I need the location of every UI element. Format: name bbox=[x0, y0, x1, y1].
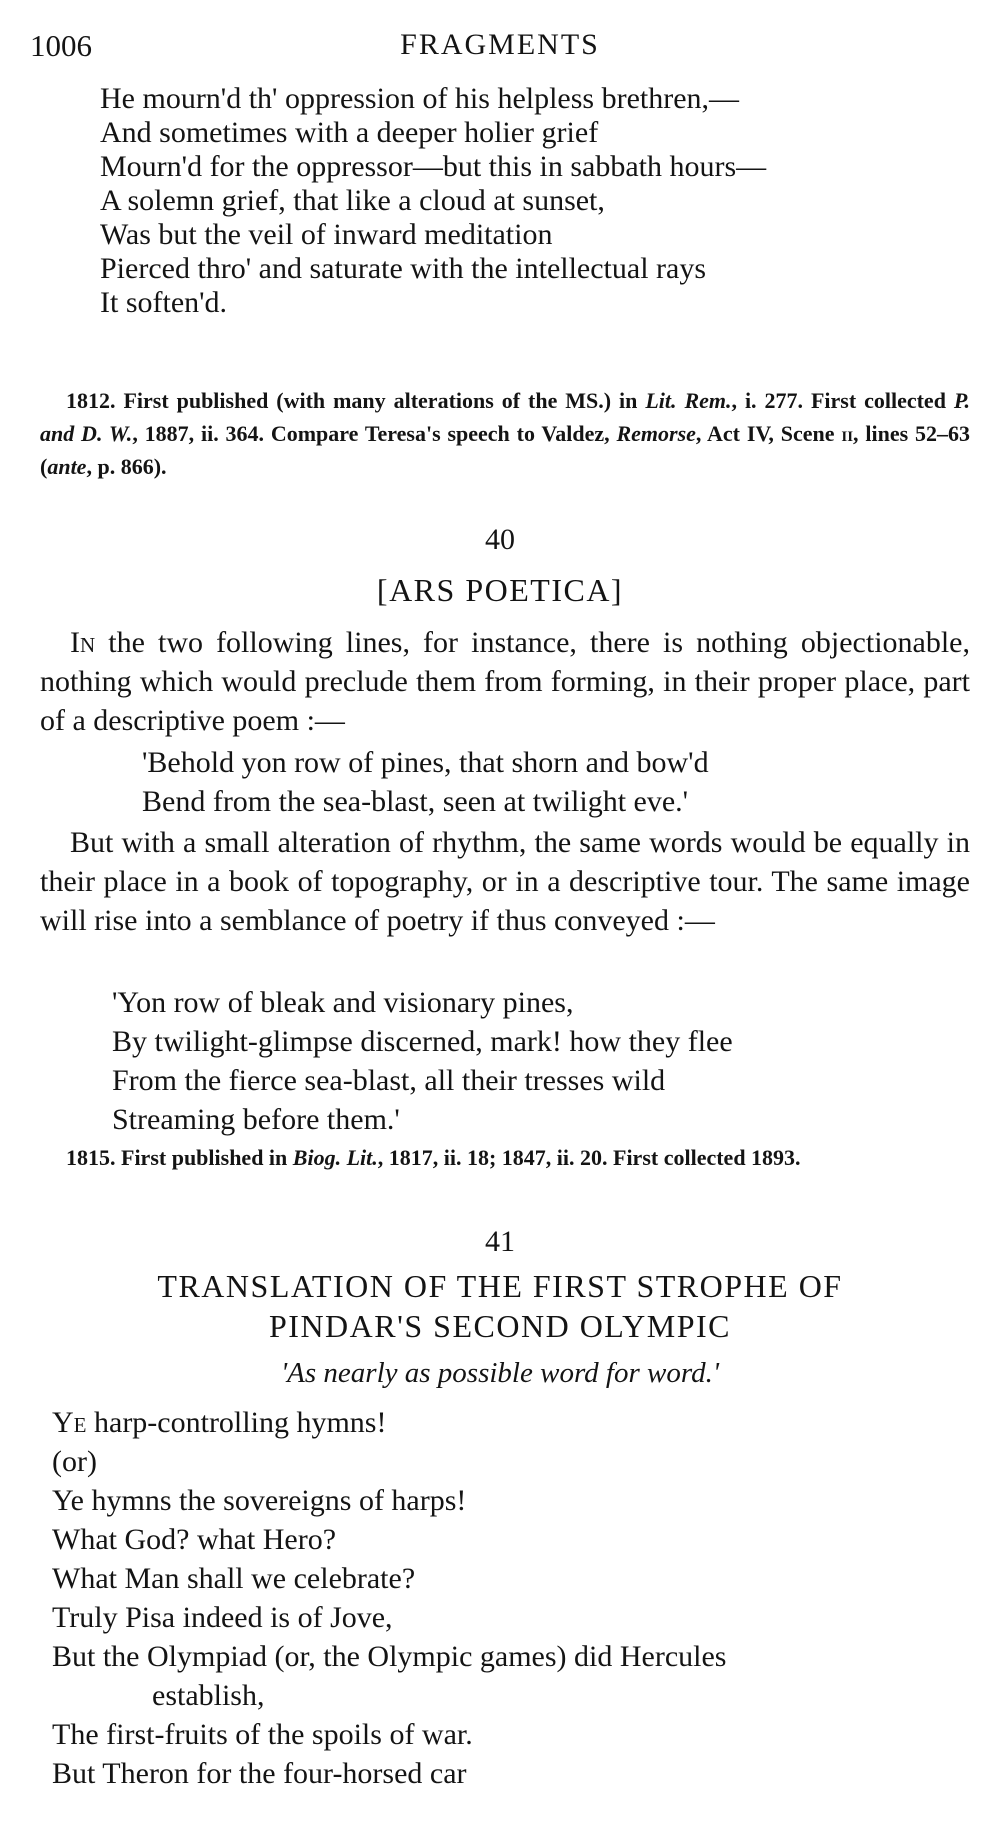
section-number: 40 bbox=[485, 523, 515, 556]
verse-line: Bend from the sea-blast, seen at twilight eve.' bbox=[142, 785, 689, 818]
note-italic: Remorse bbox=[616, 421, 696, 446]
note-text: First published in bbox=[121, 1145, 293, 1170]
verse-line: But Theron for the four-horsed car bbox=[52, 1757, 467, 1790]
note-italic: Biog. Lit. bbox=[292, 1145, 378, 1170]
paragraph-text: But with a small alteration of rhythm, the same words would be equally in their place in a book of topography, or in a descriptive tour. The same image will rise into a semblance of poetry if thus conveyed :— bbox=[40, 826, 970, 937]
section-subtitle: 'As nearly as possible word for word.' bbox=[280, 1357, 720, 1389]
note-text: , 1887, ii. 364. Compare Teresa's speech to Valdez, bbox=[132, 421, 617, 446]
prose-paragraph bbox=[40, 623, 970, 740]
section-title: [ARS POETICA] bbox=[376, 572, 624, 608]
quoted-verse bbox=[142, 743, 709, 821]
verse-line: Streaming before them.' bbox=[112, 1103, 400, 1136]
note-text: , i. 277. First collected bbox=[731, 388, 954, 413]
verse-line: What Man shall we celebrate? bbox=[52, 1562, 416, 1595]
note-scene: ii bbox=[841, 421, 854, 446]
prose-paragraph bbox=[40, 823, 970, 940]
translation-verse bbox=[52, 1403, 726, 1793]
verse-line: 'Yon row of bleak and visionary pines, bbox=[112, 986, 574, 1019]
verse-line: And sometimes with a deeper holier grief bbox=[100, 116, 599, 149]
note-text: First published (with many alterations of the MS.) in bbox=[123, 388, 646, 413]
verse-line: Mourn'd for the oppressor—but this in sabbath hours— bbox=[100, 150, 767, 183]
fragment-40-note bbox=[40, 1141, 970, 1174]
drop-initial: Ye bbox=[52, 1406, 87, 1439]
verse-line: 'Behold yon row of pines, that shorn and bow'd bbox=[142, 746, 709, 779]
title-line: TRANSLATION OF THE FIRST STROPHE OF bbox=[157, 1268, 843, 1304]
quoted-verse bbox=[112, 983, 733, 1139]
verse-line: A solemn grief, that like a cloud at sunset, bbox=[100, 184, 605, 217]
drop-initial: In bbox=[70, 626, 96, 659]
verse-text: harp-controlling hymns! bbox=[86, 1406, 387, 1439]
fragment-39-verse bbox=[100, 82, 766, 320]
verse-line-continuation: establish, bbox=[152, 1679, 265, 1712]
verse-line: From the fierce sea-blast, all their tresses wild bbox=[112, 1064, 666, 1097]
title-line: PINDAR'S SECOND OLYMPIC bbox=[268, 1308, 731, 1344]
note-text: , 1817, ii. 18; 1847, ii. 20. First collected 1893. bbox=[377, 1145, 801, 1170]
paragraph-text: the two following lines, for instance, there is nothing objectionable, nothing which would preclude them from forming, in their proper place, part of a descriptive poem :— bbox=[40, 626, 970, 737]
verse-line: (or) bbox=[52, 1445, 97, 1478]
verse-line: Truly Pisa indeed is of Jove, bbox=[52, 1601, 393, 1634]
verse-line: Pierced thro' and saturate with the intellectual rays bbox=[100, 252, 707, 285]
page-number: 1006 bbox=[30, 28, 92, 63]
note-year: 1812. bbox=[66, 388, 116, 413]
verse-line: What God? what Hero? bbox=[52, 1523, 337, 1556]
note-italic: Lit. Rem. bbox=[645, 388, 732, 413]
verse-line: By twilight-glimpse discerned, mark! how they flee bbox=[112, 1025, 733, 1058]
fragment-39-note bbox=[40, 384, 970, 483]
running-title: FRAGMENTS bbox=[400, 28, 600, 61]
verse-line: He mourn'd th' oppression of his helpless brethren,— bbox=[100, 82, 740, 115]
note-text: , p. 866). bbox=[86, 454, 167, 479]
note-text: , lines 52–63 ( bbox=[40, 421, 970, 479]
verse-line: Was but the veil of inward meditation bbox=[100, 218, 553, 251]
note-year: 1815. bbox=[66, 1145, 116, 1170]
verse-line: It soften'd. bbox=[100, 286, 228, 319]
section-number: 41 bbox=[485, 1225, 515, 1258]
verse-line: The first-fruits of the spoils of war. bbox=[52, 1718, 473, 1751]
note-italic: ante bbox=[47, 454, 87, 479]
note-italic: P. and D. W. bbox=[40, 388, 970, 446]
verse-line: But the Olympiad (or, the Olympic games) did Hercules bbox=[52, 1640, 727, 1673]
running-header bbox=[30, 28, 970, 68]
section-title bbox=[0, 1266, 1000, 1346]
note-text: , Act IV, Scene bbox=[695, 421, 842, 446]
verse-line bbox=[52, 1403, 726, 1442]
verse-line: Ye hymns the sovereigns of harps! bbox=[52, 1484, 467, 1517]
